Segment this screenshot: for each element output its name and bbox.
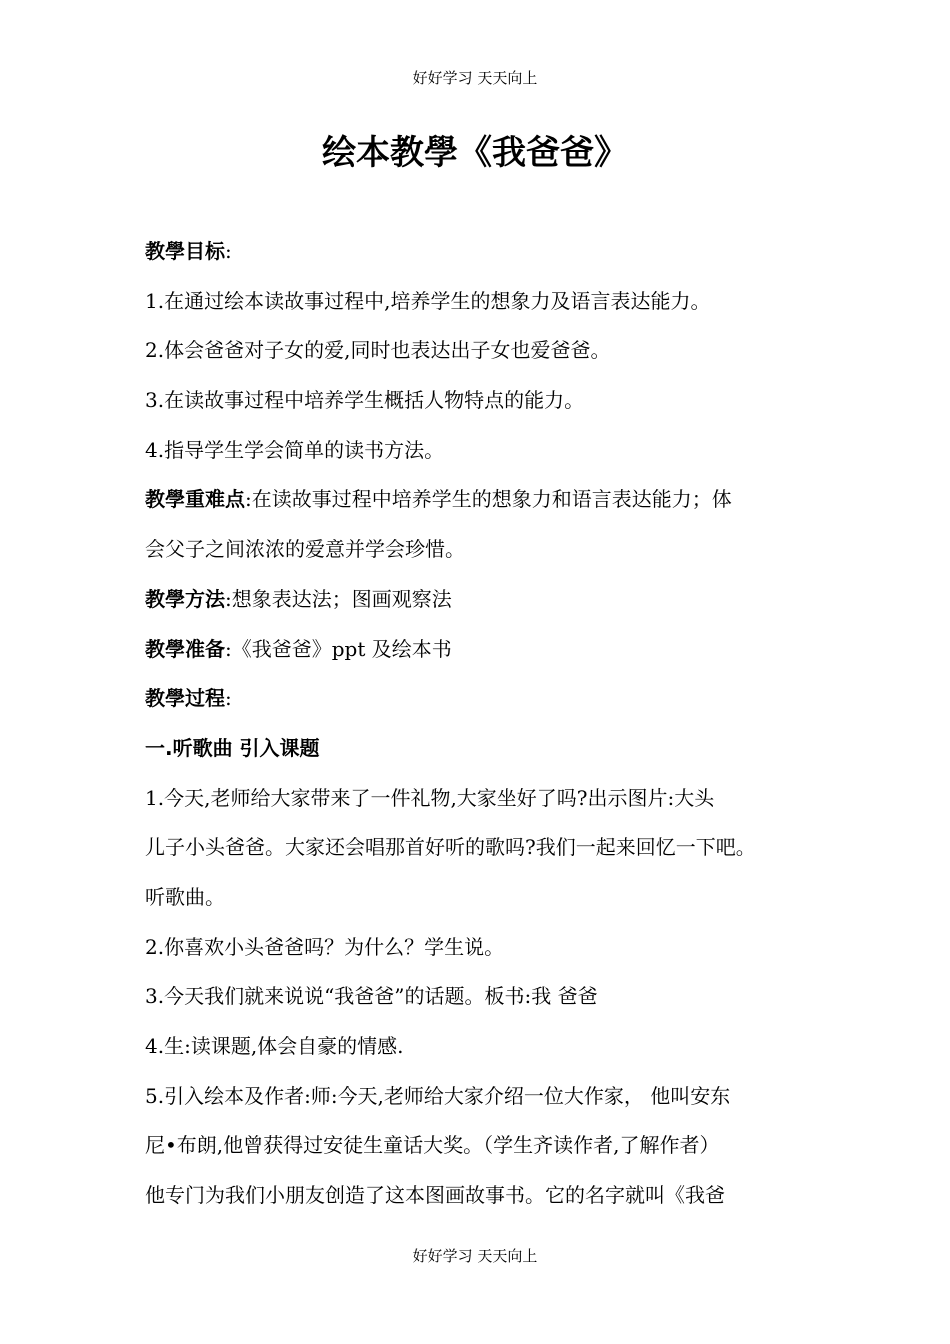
objective-item: 4.指导学生学会简单的读书方法。 [145, 437, 445, 462]
paragraph-line: 2.你喜欢小头爸爸吗？为什么？学生说。 [145, 934, 505, 959]
objective-item: 1.在通过绘本读故事过程中,培养学生的想象力及语言表达能力。 [145, 288, 711, 313]
paragraph-line: 尼•布朗,他曾获得过安徒生童话大奖。（学生齐读作者,了解作者） [145, 1133, 720, 1158]
section-heading: 一.听歌曲 引入课题 [145, 735, 320, 760]
paragraph-line: 4.生:读课题,体会自豪的情感. [145, 1034, 404, 1058]
paragraph-line: 3.今天我们就来说说“我爸爸”的话题。板书:我 爸爸 [145, 984, 598, 1009]
document-body [145, 227, 810, 1221]
key-points-label: 教學重难点 [145, 487, 245, 512]
paragraph-line: 他专门为我们小朋友创造了这本图画故事书。它的名字就叫《我爸 [145, 1183, 725, 1208]
key-points-line [145, 475, 810, 525]
methods-line [145, 575, 810, 625]
objectives-heading [145, 227, 810, 277]
process-label: 教學过程 [145, 686, 225, 711]
key-points-text: :在读故事过程中培养学生的想象力和语言表达能力；体 [245, 487, 732, 512]
page-footer: 好好学习 天天向上 [412, 1247, 538, 1265]
objective-item: 2.体会爸爸对子女的爱,同时也表达出子女也爱爸爸。 [145, 338, 611, 363]
paragraph-line: 儿子小头爸爸。大家还会唱那首好听的歌吗?我们一起来回忆一下吧。 [145, 835, 756, 860]
methods-text: :想象表达法；图画观察法 [225, 586, 452, 611]
preparation-text: :《我爸爸》ppt 及绘本书 [225, 636, 452, 661]
methods-label: 教學方法 [145, 586, 225, 611]
paragraph-line: 1.今天,老师给大家带来了一件礼物,大家坐好了吗?出示图片:大头 [145, 785, 715, 810]
preparation-line [145, 625, 810, 675]
objectives-label: 教學目标 [145, 239, 225, 263]
preparation-label: 教學准备 [145, 636, 225, 661]
page-header: 好好学习 天天向上 [412, 69, 538, 87]
process-heading [145, 674, 810, 724]
paragraph-line: 5.引入绘本及作者:师:今天,老师给大家介绍一位大作家， 他叫安东 [145, 1083, 731, 1108]
paragraph-line: 听歌曲。 [145, 884, 225, 909]
objectives-colon: : [225, 239, 232, 263]
key-points-line-2: 会父子之间浓浓的爱意并学会珍惜。 [145, 537, 465, 562]
document-title: 绘本教學《我爸爸》 [322, 133, 628, 173]
process-colon: : [225, 686, 232, 711]
objective-item: 3.在读故事过程中培养学生概括人物特点的能力。 [145, 388, 585, 413]
